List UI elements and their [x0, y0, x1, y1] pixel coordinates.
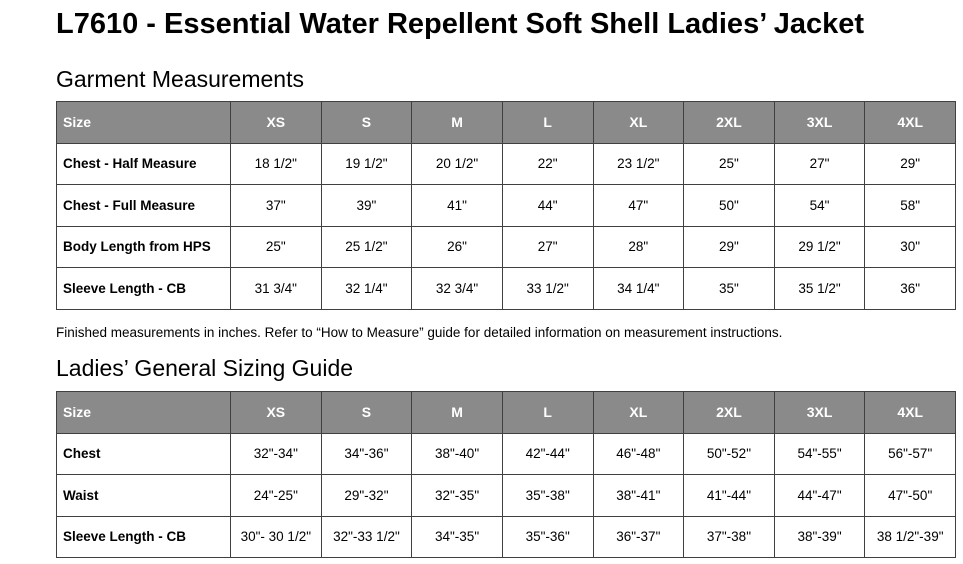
table-cell: 41": [412, 185, 503, 227]
page-title: L7610 - Essential Water Repellent Soft Shell Ladies’ Jacket: [56, 8, 865, 40]
size-header-2xl: 2XL: [684, 102, 775, 144]
table-cell: 46"-48": [593, 433, 684, 475]
row-label: Chest - Full Measure: [57, 185, 231, 227]
table-cell: 50"-52": [684, 433, 775, 475]
table-cell: 20 1/2": [412, 143, 503, 185]
general-sizing-guide-title: Ladies’ General Sizing Guide: [56, 355, 354, 381]
table-cell: 34"-35": [412, 516, 503, 558]
table-cell: 35"-36": [502, 516, 593, 558]
table-cell: 37": [231, 185, 322, 227]
table-cell: 56"-57": [865, 433, 956, 475]
table-cell: 32 1/4": [321, 268, 412, 310]
table-row: [57, 516, 956, 558]
table-cell: 32 3/4": [412, 268, 503, 310]
table-cell: 41"-44": [684, 475, 775, 517]
table-cell: 44"-47": [774, 475, 865, 517]
table-cell: 25 1/2": [321, 226, 412, 268]
table-cell: 22": [502, 143, 593, 185]
size-header-xl: XL: [593, 102, 684, 144]
table-cell: 25": [684, 143, 775, 185]
table-cell: 29"-32": [321, 475, 412, 517]
garment-measurements-table: [56, 101, 956, 310]
table-cell: 30"- 30 1/2": [231, 516, 322, 558]
size-header-3xl: 3XL: [774, 392, 865, 434]
table-cell: 39": [321, 185, 412, 227]
table-cell: 23 1/2": [593, 143, 684, 185]
table-cell: 35"-38": [502, 475, 593, 517]
table-header-row: [57, 392, 956, 434]
table-cell: 25": [231, 226, 322, 268]
table-cell: 27": [774, 143, 865, 185]
size-header-3xl: 3XL: [774, 102, 865, 144]
table-cell: 38 1/2"-39": [865, 516, 956, 558]
row-label: Body Length from HPS: [57, 226, 231, 268]
table-cell: 27": [502, 226, 593, 268]
table-cell: 30": [865, 226, 956, 268]
size-header-4xl: 4XL: [865, 102, 956, 144]
table-cell: 47": [593, 185, 684, 227]
table-cell: 38"-39": [774, 516, 865, 558]
table-cell: 37"-38": [684, 516, 775, 558]
table-cell: 29": [684, 226, 775, 268]
size-header-l: L: [502, 392, 593, 434]
general-sizing-guide-table: [56, 391, 956, 558]
size-header-xl: XL: [593, 392, 684, 434]
table-cell: 35 1/2": [774, 268, 865, 310]
size-header-2xl: 2XL: [684, 392, 775, 434]
table-cell: 33 1/2": [502, 268, 593, 310]
size-header-4xl: 4XL: [865, 392, 956, 434]
table-header-row: [57, 102, 956, 144]
table-cell: 34"-36": [321, 433, 412, 475]
table-row: [57, 475, 956, 517]
size-header-xs: XS: [231, 392, 322, 434]
table-cell: 28": [593, 226, 684, 268]
row-label: Chest - Half Measure: [57, 143, 231, 185]
table-cell: 36"-37": [593, 516, 684, 558]
size-column-header: Size: [57, 392, 231, 434]
table-cell: 29 1/2": [774, 226, 865, 268]
table-cell: 35": [684, 268, 775, 310]
table-cell: 19 1/2": [321, 143, 412, 185]
table-cell: 18 1/2": [231, 143, 322, 185]
table-row: [57, 185, 956, 227]
table-row: [57, 143, 956, 185]
table-cell: 29": [865, 143, 956, 185]
size-header-l: L: [502, 102, 593, 144]
size-header-m: M: [412, 392, 503, 434]
table-cell: 34 1/4": [593, 268, 684, 310]
table-cell: 44": [502, 185, 593, 227]
size-header-m: M: [412, 102, 503, 144]
table-cell: 38"-40": [412, 433, 503, 475]
row-label: Sleeve Length - CB: [57, 516, 231, 558]
size-column-header: Size: [57, 102, 231, 144]
table-cell: 38"-41": [593, 475, 684, 517]
table-cell: 32"-34": [231, 433, 322, 475]
garment-measurements-title: Garment Measurements: [56, 66, 304, 92]
row-label: Chest: [57, 433, 231, 475]
table-cell: 24"-25": [231, 475, 322, 517]
row-label: Sleeve Length - CB: [57, 268, 231, 310]
table-cell: 54"-55": [774, 433, 865, 475]
table-cell: 47"-50": [865, 475, 956, 517]
measurement-note: Finished measurements in inches. Refer to “How to Measure” guide for detailed information on measurement instructions.: [56, 325, 783, 340]
table-row: [57, 226, 956, 268]
table-cell: 32"-33 1/2": [321, 516, 412, 558]
size-header-s: S: [321, 102, 412, 144]
table-cell: 32"-35": [412, 475, 503, 517]
table-cell: 31 3/4": [231, 268, 322, 310]
size-header-xs: XS: [231, 102, 322, 144]
size-header-s: S: [321, 392, 412, 434]
table-cell: 26": [412, 226, 503, 268]
table-cell: 36": [865, 268, 956, 310]
table-row: [57, 268, 956, 310]
row-label: Waist: [57, 475, 231, 517]
table-row: [57, 433, 956, 475]
table-cell: 50": [684, 185, 775, 227]
table-cell: 58": [865, 185, 956, 227]
table-cell: 42"-44": [502, 433, 593, 475]
table-cell: 54": [774, 185, 865, 227]
